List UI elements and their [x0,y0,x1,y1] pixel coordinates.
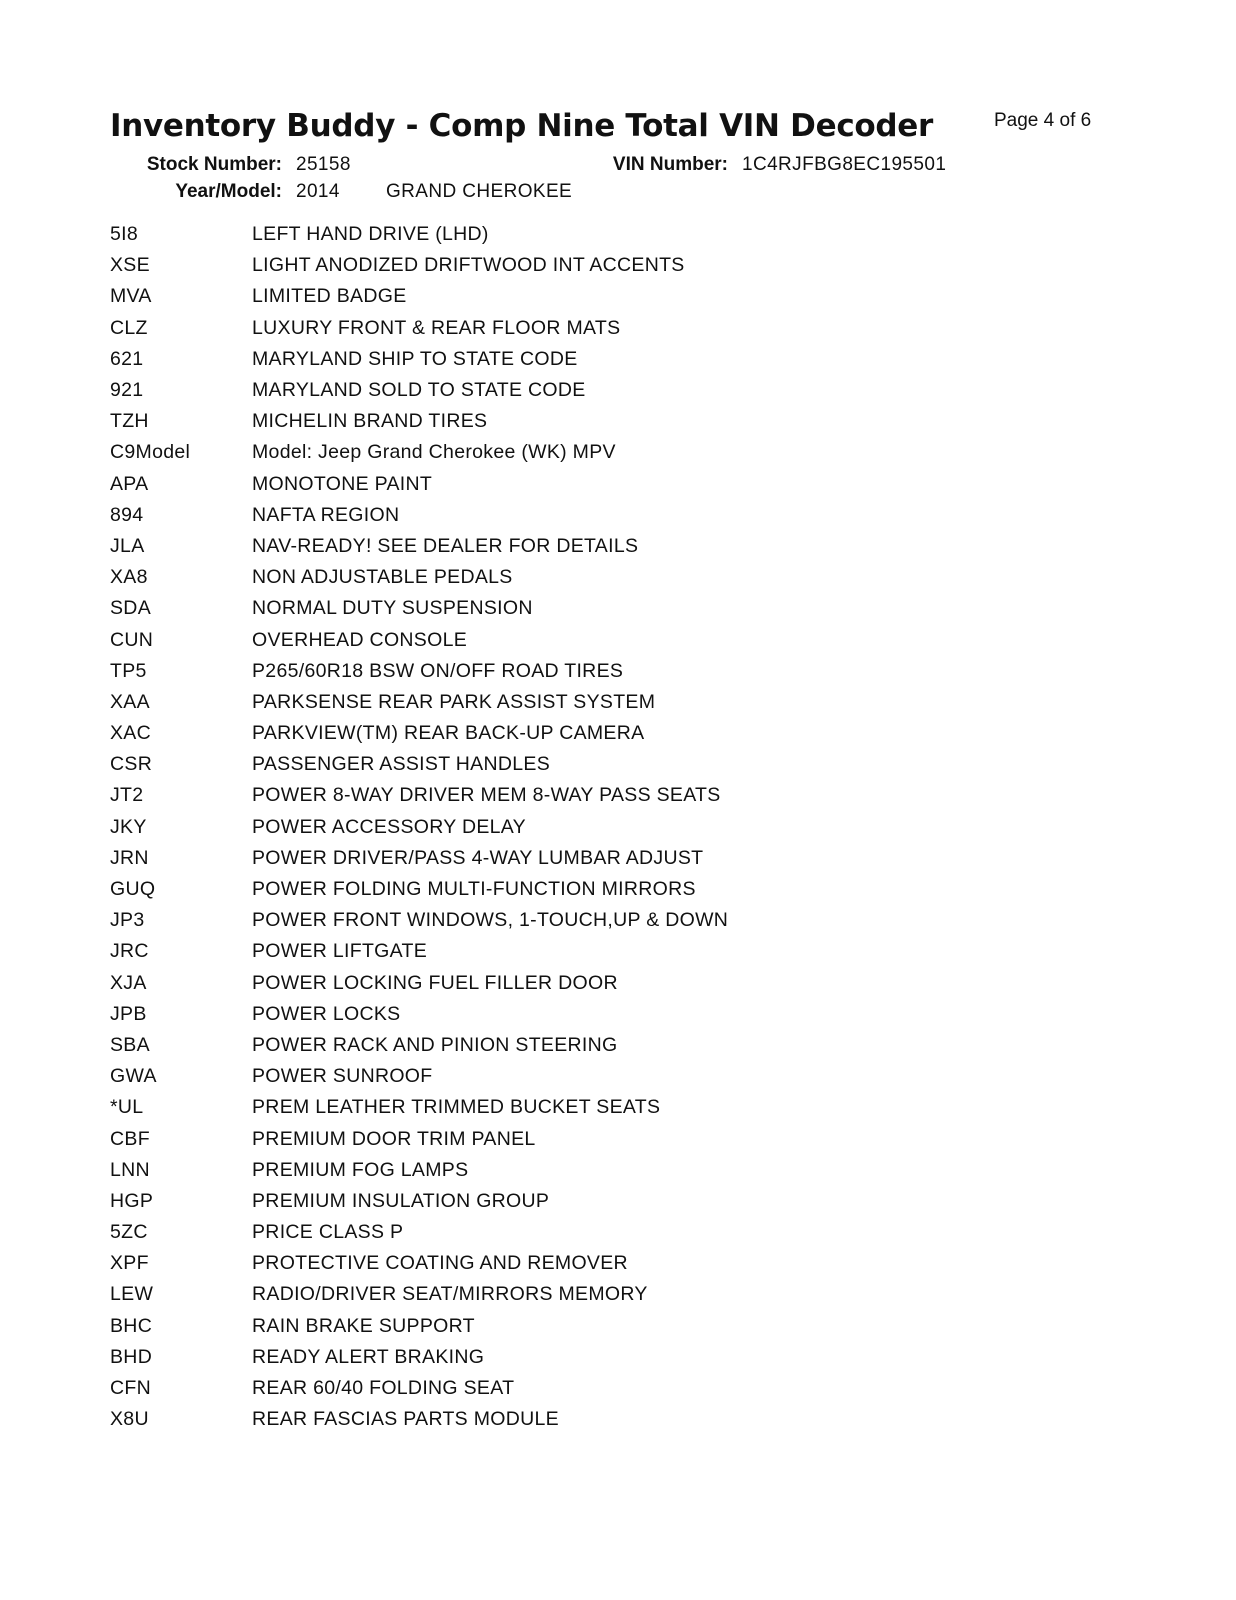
option-row [110,749,1010,780]
option-code: SDA [110,597,151,620]
option-code: *UL [110,1096,144,1119]
vin-number-value: 1C4RJFBG8EC195501 [742,154,947,175]
option-code: HGP [110,1189,154,1212]
document-title: Inventory Buddy - Comp Nine Total VIN Decoder [110,108,934,144]
option-code: XSE [110,254,150,277]
option-description: POWER LOCKS [252,1002,401,1025]
option-code: JPB [110,1002,147,1025]
option-row [110,250,1010,281]
page-indicator: Page 4 of 6 [994,110,1092,131]
option-description: PREMIUM FOG LAMPS [252,1158,469,1181]
option-description: POWER ACCESSORY DELAY [252,815,526,838]
option-row [110,1155,1010,1186]
option-row [110,531,1010,562]
option-code: TP5 [110,659,147,682]
option-row [110,1061,1010,1092]
option-row [110,437,1010,468]
option-description: PREMIUM INSULATION GROUP [252,1189,550,1212]
option-description: MARYLAND SOLD TO STATE CODE [252,379,586,402]
option-code: XPF [110,1252,149,1275]
option-description: POWER FOLDING MULTI-FUNCTION MIRRORS [252,878,696,901]
option-row [110,968,1010,999]
option-code: CFN [110,1377,151,1400]
option-description: RADIO/DRIVER SEAT/MIRRORS MEMORY [252,1283,648,1306]
year-value: 2014 [296,181,340,202]
option-description: P265/60R18 BSW ON/OFF ROAD TIRES [252,659,624,682]
model-value: GRAND CHEROKEE [386,181,573,202]
option-row [110,874,1010,905]
option-row [110,687,1010,718]
option-description: PREM LEATHER TRIMMED BUCKET SEATS [252,1096,661,1119]
option-code: C9Model [110,441,191,464]
option-description: REAR 60/40 FOLDING SEAT [252,1377,515,1400]
option-description: NAFTA REGION [252,503,400,526]
option-description: READY ALERT BRAKING [252,1345,485,1368]
option-description: PROTECTIVE COATING AND REMOVER [252,1252,628,1275]
option-row [110,406,1010,437]
option-code: TZH [110,410,149,433]
option-code: BHC [110,1314,153,1337]
option-row [110,936,1010,967]
option-row [110,1373,1010,1404]
option-description: PRICE CLASS P [252,1221,404,1244]
option-row [110,1342,1010,1373]
option-code: CBF [110,1127,150,1150]
option-code: X8U [110,1408,149,1431]
option-description: LEFT HAND DRIVE (LHD) [252,223,489,246]
option-description: LIMITED BADGE [252,285,407,308]
option-code: XA8 [110,566,148,589]
option-row [110,1217,1010,1248]
option-code: LNN [110,1158,150,1181]
option-row [110,843,1010,874]
option-description: LIGHT ANODIZED DRIFTWOOD INT ACCENTS [252,254,685,277]
option-description: OVERHEAD CONSOLE [252,628,468,651]
option-description: PARKVIEW(TM) REAR BACK-UP CAMERA [252,722,645,745]
option-row [110,1030,1010,1061]
option-description: NORMAL DUTY SUSPENSION [252,597,533,620]
option-code: LEW [110,1283,154,1306]
option-description: POWER SUNROOF [252,1065,433,1088]
option-row [110,812,1010,843]
option-row [110,313,1010,344]
option-description: MONOTONE PAINT [252,472,433,495]
option-row [110,344,1010,375]
option-description: PASSENGER ASSIST HANDLES [252,753,550,776]
option-code: CUN [110,628,154,651]
option-code: XAC [110,722,151,745]
option-row [110,1279,1010,1310]
option-description: LUXURY FRONT & REAR FLOOR MATS [252,316,621,339]
option-row [110,718,1010,749]
option-description: REAR FASCIAS PARTS MODULE [252,1408,559,1431]
option-code: 5I8 [110,223,139,246]
option-code: XJA [110,971,147,994]
option-code: 5ZC [110,1221,148,1244]
option-code: 621 [110,347,144,370]
option-code: BHD [110,1345,153,1368]
stock-number-label: Stock Number: [146,154,282,175]
option-description: POWER FRONT WINDOWS, 1-TOUCH,UP & DOWN [252,909,729,932]
option-description: PARKSENSE REAR PARK ASSIST SYSTEM [252,690,656,713]
option-code: CLZ [110,316,148,339]
option-description: POWER LIFTGATE [252,940,428,963]
option-row [110,624,1010,655]
option-row [110,562,1010,593]
option-description: POWER LOCKING FUEL FILLER DOOR [252,971,618,994]
option-description: NAV-READY! SEE DEALER FOR DETAILS [252,534,639,557]
option-code: JLA [110,534,145,557]
option-code: JP3 [110,909,145,932]
option-row [110,656,1010,687]
option-row [110,780,1010,811]
stock-number-value: 25158 [296,154,351,175]
option-code: SBA [110,1033,150,1056]
option-row [110,593,1010,624]
option-row [110,1311,1010,1342]
option-code: CSR [110,753,153,776]
option-code: 921 [110,379,144,402]
option-code: APA [110,472,149,495]
option-description: Model: Jeep Grand Cherokee (WK) MPV [252,441,616,464]
option-code: GWA [110,1065,157,1088]
option-row [110,1092,1010,1123]
option-code: GUQ [110,878,156,901]
option-description: MICHELIN BRAND TIRES [252,410,488,433]
option-code: JRC [110,940,149,963]
option-code: XAA [110,690,150,713]
option-code: 894 [110,503,144,526]
option-description: POWER RACK AND PINION STEERING [252,1033,618,1056]
option-row [110,219,1010,250]
option-code: JRN [110,846,149,869]
vin-number-label: VIN Number: [612,154,728,175]
option-description: NON ADJUSTABLE PEDALS [252,566,513,589]
option-code: JKY [110,815,147,838]
option-row [110,1123,1010,1154]
option-description: POWER DRIVER/PASS 4-WAY LUMBAR ADJUST [252,846,704,869]
option-row [110,281,1010,312]
year-model-label: Year/Model: [175,181,282,202]
option-code: JT2 [110,784,144,807]
option-row [110,1404,1010,1435]
option-row [110,1186,1010,1217]
option-description: PREMIUM DOOR TRIM PANEL [252,1127,536,1150]
option-row [110,500,1010,531]
option-description: POWER 8-WAY DRIVER MEM 8-WAY PASS SEATS [252,784,721,807]
option-row [110,469,1010,500]
option-row [110,375,1010,406]
option-row [110,1248,1010,1279]
option-description: MARYLAND SHIP TO STATE CODE [252,347,578,370]
option-row [110,999,1010,1030]
option-description: RAIN BRAKE SUPPORT [252,1314,475,1337]
option-code-list [110,219,1010,1435]
option-row [110,905,1010,936]
option-code: MVA [110,285,152,308]
